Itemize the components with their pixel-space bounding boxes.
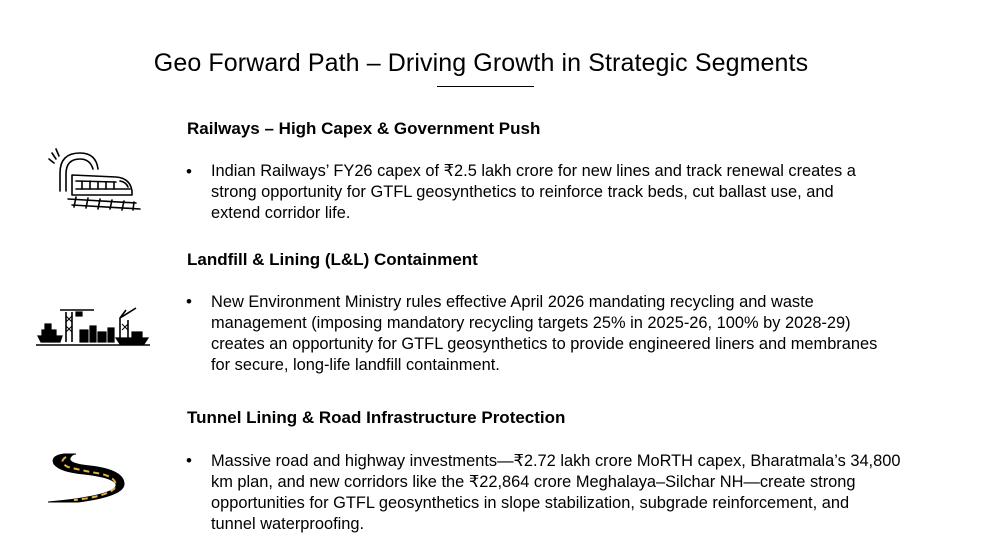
bullet-marker: •	[186, 162, 192, 181]
bullet-marker: •	[186, 292, 192, 311]
railways-bullet-line: Indian Railways’ FY26 capex of ₹2.5 lakh crore for new lines and track renewal creates a	[211, 162, 856, 180]
title-underline	[437, 86, 534, 87]
landfill-bullet-line: management (imposing mandatory recycling targets 25% in 2025-26, 100% by 2028-29)	[211, 314, 851, 332]
railways-bullet-line: extend corridor life.	[211, 204, 351, 222]
landfill-bullet-line: creates an opportunity for GTFL geosynthetics to provide engineered liners and membranes	[211, 335, 878, 353]
section-heading-tunnel-road: Tunnel Lining & Road Infrastructure Protection	[187, 408, 566, 427]
section-heading-landfill: Landfill & Lining (L&L) Containment	[187, 250, 478, 269]
railways-bullet-text	[211, 161, 856, 224]
landfill-bullet-line: New Environment Ministry rules effective April 2026 mandating recycling and waste	[211, 293, 814, 311]
landfill-bullet-text	[211, 292, 877, 376]
page-title: Geo Forward Path – Driving Growth in Strategic Segments	[153, 49, 809, 77]
tunnel-road-bullet-line: tunnel waterproofing.	[211, 515, 365, 533]
tunnel-road-bullet-line: Massive road and highway investments—₹2.72 lakh crore MoRTH capex, Bharatmala’s 34,800	[211, 452, 901, 470]
section-heading-railways: Railways – High Capex & Government Push	[187, 119, 541, 138]
railway-train-icon	[46, 147, 142, 213]
port-cranes-icon	[36, 302, 150, 346]
winding-road-icon	[44, 452, 126, 504]
landfill-bullet-line: for secure, long-life landfill containment.	[211, 356, 500, 374]
tunnel-road-bullet-text	[211, 451, 900, 535]
winding-road-icon	[44, 452, 126, 504]
tunnel-road-bullet-line: km plan, and new corridors like the ₹22,864 crore Meghalaya–Silchar NH—create strong	[211, 473, 856, 491]
tunnel-road-bullet-line: opportunities for GTFL geosynthetics in slope stabilization, subgrade reinforcement, and	[211, 494, 850, 512]
railways-bullet-line: strong opportunity for GTFL geosynthetics to reinforce track beds, cut ballast use, and	[211, 183, 834, 201]
railway-train-icon	[46, 147, 142, 213]
bullet-marker: •	[186, 451, 192, 470]
port-cranes-icon	[36, 302, 150, 346]
